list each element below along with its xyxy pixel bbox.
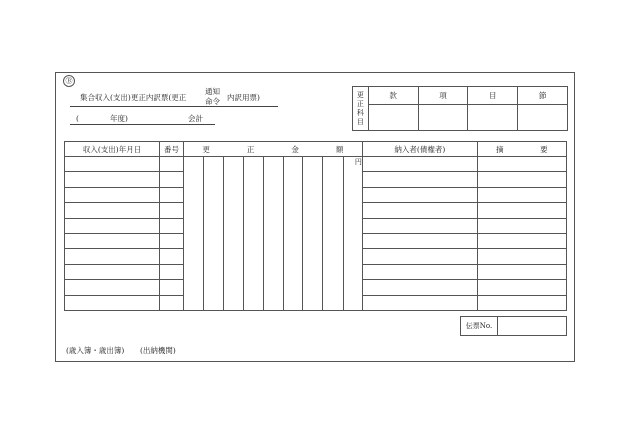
amount-digit-cell[interactable] xyxy=(183,280,203,295)
form-title-notice-top: 通知 xyxy=(205,87,220,96)
account-label: 会計 xyxy=(188,114,203,123)
category-cell-setsu[interactable] xyxy=(518,105,568,131)
amount-digit-cell[interactable] xyxy=(343,295,362,310)
amount-digit-cell[interactable] xyxy=(204,157,224,172)
number-cell[interactable] xyxy=(160,280,184,295)
amount-digit-cell[interactable] xyxy=(243,218,263,233)
voucher-number-cell[interactable] xyxy=(498,317,567,336)
category-header-kou: 項 xyxy=(418,87,468,105)
category-header-kan: 款 xyxy=(368,87,418,105)
summary-cell[interactable] xyxy=(477,203,566,218)
date-cell[interactable] xyxy=(65,203,160,218)
amount-digit-cell[interactable] xyxy=(183,172,203,187)
yen-unit-label: 円 xyxy=(354,158,362,166)
number-cell[interactable] xyxy=(160,172,184,187)
payer-cell[interactable] xyxy=(362,187,477,202)
payer-cell[interactable] xyxy=(362,249,477,264)
fiscal-year-label: 年度) xyxy=(110,114,128,123)
amount-digit-cell[interactable] xyxy=(323,157,343,172)
amount-digit-cell[interactable] xyxy=(343,187,362,202)
amount-digit-cell[interactable] xyxy=(243,203,263,218)
amount-digit-cell[interactable] xyxy=(263,218,283,233)
payer-cell[interactable] xyxy=(362,295,477,310)
amount-digit-cell[interactable] xyxy=(224,203,243,218)
amount-digit-cell[interactable] xyxy=(303,233,323,248)
amount-digit-cell[interactable] xyxy=(283,157,302,172)
amount-digit-cell[interactable] xyxy=(204,295,224,310)
amount-digit-cell[interactable] xyxy=(343,249,362,264)
amount-digit-cell[interactable] xyxy=(263,295,283,310)
amount-digit-cell[interactable] xyxy=(343,203,362,218)
date-cell[interactable] xyxy=(65,264,160,279)
amount-digit-cell[interactable] xyxy=(323,280,343,295)
amount-digit-cell[interactable] xyxy=(263,280,283,295)
amount-digit-cell[interactable] xyxy=(283,280,302,295)
amount-digit-cell[interactable] xyxy=(224,249,243,264)
amount-digit-cell[interactable] xyxy=(283,295,302,310)
summary-cell[interactable] xyxy=(477,187,566,202)
header-amount-char-4: 額 xyxy=(335,144,344,154)
amount-digit-cell[interactable] xyxy=(243,187,263,202)
date-cell[interactable] xyxy=(65,280,160,295)
amount-digit-cell[interactable] xyxy=(263,264,283,279)
amount-digit-cell[interactable] xyxy=(343,233,362,248)
title-underline xyxy=(70,106,278,107)
amount-digit-cell[interactable] xyxy=(323,295,343,310)
category-header-setsu: 節 xyxy=(518,87,568,105)
summary-cell[interactable] xyxy=(477,264,566,279)
form-title-notice-bottom: 命令 xyxy=(205,97,220,106)
category-cell-moku[interactable] xyxy=(468,105,518,131)
amount-digit-cell[interactable] xyxy=(263,172,283,187)
amount-digit-cell[interactable] xyxy=(224,280,243,295)
amount-digit-cell[interactable] xyxy=(283,264,302,279)
category-header-moku: 目 xyxy=(468,87,518,105)
amount-digit-cell[interactable] xyxy=(303,157,323,172)
amount-digit-cell[interactable] xyxy=(283,249,302,264)
amount-digit-cell[interactable] xyxy=(183,218,203,233)
table-row xyxy=(65,172,567,187)
amount-digit-cell[interactable] xyxy=(303,295,323,310)
amount-digit-cell[interactable] xyxy=(323,172,343,187)
category-side-4: 目 xyxy=(356,117,364,126)
summary-cell[interactable] xyxy=(477,280,566,295)
payer-cell[interactable] xyxy=(362,203,477,218)
amount-digit-cell[interactable] xyxy=(183,157,203,172)
amount-digit-cell[interactable] xyxy=(263,157,283,172)
voucher-label: 伝票No. xyxy=(461,317,498,336)
summary-cell[interactable] xyxy=(477,172,566,187)
date-cell[interactable] xyxy=(65,218,160,233)
amount-digit-cell[interactable] xyxy=(224,233,243,248)
amount-digit-cell[interactable] xyxy=(283,172,302,187)
main-table xyxy=(64,141,567,311)
amount-digit-cell[interactable] xyxy=(243,172,263,187)
amount-digit-cell[interactable] xyxy=(224,187,243,202)
amount-digit-cell[interactable] xyxy=(204,218,224,233)
header-summary xyxy=(477,142,566,157)
table-row xyxy=(65,157,567,172)
main-table-body xyxy=(65,157,567,311)
header-amount-char-1: 更 xyxy=(202,144,210,154)
table-row xyxy=(65,233,567,248)
number-cell[interactable] xyxy=(160,233,184,248)
amount-digit-cell[interactable] xyxy=(183,295,203,310)
fiscal-open-paren: ( xyxy=(76,114,79,123)
category-side-3: 科 xyxy=(356,108,364,117)
table-row xyxy=(65,203,567,218)
header-amount-char-3: 金 xyxy=(291,144,299,154)
amount-digit-cell[interactable] xyxy=(283,233,302,248)
amount-digit-cell[interactable] xyxy=(204,264,224,279)
header-summary-char-1: 摘 xyxy=(496,144,504,154)
header-date: 収入(支出)年月日 xyxy=(65,142,160,157)
table-row xyxy=(65,295,567,310)
table-row xyxy=(65,280,567,295)
amount-digit-cell[interactable] xyxy=(263,233,283,248)
header-number: 番号 xyxy=(160,142,184,157)
number-cell[interactable] xyxy=(160,295,184,310)
voucher-table xyxy=(460,316,567,336)
fiscal-underline xyxy=(70,124,215,125)
amount-digit-cell[interactable] xyxy=(323,218,343,233)
table-row xyxy=(65,264,567,279)
date-cell[interactable] xyxy=(65,187,160,202)
amount-digit-cell[interactable] xyxy=(224,264,243,279)
form-title-part2: 内訳用票) xyxy=(227,93,260,102)
amount-digit-cell[interactable] xyxy=(283,187,302,202)
amount-digit-cell[interactable] xyxy=(183,187,203,202)
date-cell[interactable] xyxy=(65,295,160,310)
amount-digit-cell[interactable] xyxy=(303,249,323,264)
amount-digit-cell[interactable] xyxy=(283,203,302,218)
amount-digit-cell[interactable] xyxy=(204,249,224,264)
amount-digit-cell[interactable] xyxy=(303,280,323,295)
payer-cell[interactable] xyxy=(362,264,477,279)
amount-digit-cell[interactable] xyxy=(343,264,362,279)
amount-digit-cell[interactable] xyxy=(263,249,283,264)
amount-digit-cell[interactable] xyxy=(283,218,302,233)
summary-cell[interactable] xyxy=(477,157,566,172)
amount-digit-cell[interactable] xyxy=(323,203,343,218)
amount-digit-cell[interactable] xyxy=(263,187,283,202)
payer-cell[interactable] xyxy=(362,157,477,172)
table-row xyxy=(65,249,567,264)
amount-digit-cell[interactable] xyxy=(183,264,203,279)
amount-digit-cell[interactable] xyxy=(303,187,323,202)
amount-digit-cell[interactable] xyxy=(303,172,323,187)
date-cell[interactable] xyxy=(65,157,160,172)
amount-digit-cell[interactable] xyxy=(243,264,263,279)
date-cell[interactable] xyxy=(65,172,160,187)
amount-digit-cell[interactable] xyxy=(323,233,343,248)
category-table xyxy=(352,86,568,131)
amount-digit-cell[interactable] xyxy=(303,264,323,279)
category-side-1: 更 xyxy=(356,90,364,99)
amount-digit-cell[interactable] xyxy=(323,264,343,279)
table-row xyxy=(65,187,567,202)
amount-digit-cell[interactable] xyxy=(343,157,362,172)
category-cell-kou[interactable] xyxy=(418,105,468,131)
category-cell-kan[interactable] xyxy=(368,105,418,131)
amount-digit-cell[interactable] xyxy=(224,295,243,310)
amount-digit-cell[interactable] xyxy=(263,203,283,218)
payer-cell[interactable] xyxy=(362,218,477,233)
payer-cell[interactable] xyxy=(362,172,477,187)
amount-digit-cell[interactable] xyxy=(343,280,362,295)
amount-digit-cell[interactable] xyxy=(323,249,343,264)
summary-cell[interactable] xyxy=(477,249,566,264)
number-cell[interactable] xyxy=(160,157,184,172)
amount-digit-cell[interactable] xyxy=(243,280,263,295)
date-cell[interactable] xyxy=(65,233,160,248)
amount-digit-cell[interactable] xyxy=(204,187,224,202)
amount-digit-cell[interactable] xyxy=(303,203,323,218)
number-cell[interactable] xyxy=(160,203,184,218)
header-amount-char-2: 正 xyxy=(246,144,255,154)
form-mark: Ⓑ xyxy=(63,75,75,87)
header-amount xyxy=(183,142,362,157)
amount-digit-cell[interactable] xyxy=(183,203,203,218)
category-side-2: 正 xyxy=(356,99,364,108)
amount-digit-cell[interactable] xyxy=(224,172,243,187)
summary-cell[interactable] xyxy=(477,233,566,248)
table-row xyxy=(65,218,567,233)
amount-digit-cell[interactable] xyxy=(303,218,323,233)
form-title-part1: 集合収入(支出)更正内訳票(更正 xyxy=(80,93,187,102)
number-cell[interactable] xyxy=(160,264,184,279)
amount-digit-cell[interactable] xyxy=(243,157,263,172)
summary-cell[interactable] xyxy=(477,218,566,233)
amount-digit-cell[interactable] xyxy=(224,218,243,233)
amount-digit-cell[interactable] xyxy=(343,172,362,187)
amount-digit-cell[interactable] xyxy=(224,157,243,172)
amount-digit-cell[interactable] xyxy=(243,295,263,310)
amount-digit-cell[interactable] xyxy=(204,280,224,295)
number-cell[interactable] xyxy=(160,218,184,233)
amount-digit-cell[interactable] xyxy=(243,233,263,248)
main-table-header-row xyxy=(65,142,567,157)
footer-agency-label: (出納機関) xyxy=(140,346,176,355)
category-side-label xyxy=(353,87,369,131)
payer-cell[interactable] xyxy=(362,280,477,295)
amount-digit-cell[interactable] xyxy=(204,233,224,248)
payer-cell[interactable] xyxy=(362,233,477,248)
amount-digit-cell[interactable] xyxy=(343,218,362,233)
date-cell[interactable] xyxy=(65,249,160,264)
amount-digit-cell[interactable] xyxy=(204,203,224,218)
header-summary-char-2: 要 xyxy=(540,144,548,154)
amount-digit-cell[interactable] xyxy=(183,233,203,248)
number-cell[interactable] xyxy=(160,249,184,264)
amount-digit-cell[interactable] xyxy=(204,172,224,187)
amount-digit-cell[interactable] xyxy=(183,249,203,264)
footer-ledger-label: (歳入簿・歳出簿) xyxy=(66,346,125,355)
amount-digit-cell[interactable] xyxy=(323,187,343,202)
amount-digit-cell[interactable] xyxy=(243,249,263,264)
number-cell[interactable] xyxy=(160,187,184,202)
header-payer: 納入者(債権者) xyxy=(362,142,477,157)
summary-cell[interactable] xyxy=(477,295,566,310)
